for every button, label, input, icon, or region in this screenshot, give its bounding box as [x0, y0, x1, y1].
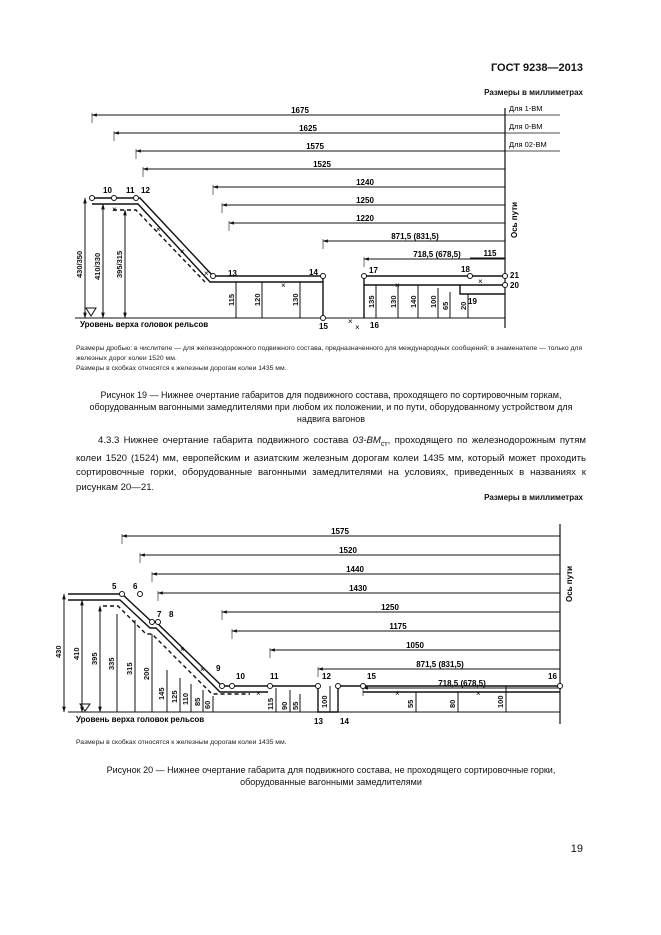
fig19-note-1: Размеры дробью: в числителе — для железнодорожного подвижного состава, предназначенного для международных сообщений; в знаменателе — только для железных дорог колеи 1520 мм.	[76, 345, 583, 362]
point-17: 17	[369, 266, 378, 275]
width-dimension-label: 718,5 (678,5)	[413, 250, 461, 259]
svg-text:×: ×	[156, 225, 161, 234]
point-8: 8	[169, 610, 174, 619]
svg-text:×: ×	[355, 323, 360, 332]
height-label: 100	[429, 295, 438, 308]
width-dimension-label: 1220	[356, 214, 374, 223]
point-20: 20	[510, 281, 519, 290]
height-label: 140	[409, 295, 418, 308]
width-dimension-label: 871,5 (831,5)	[416, 660, 464, 669]
width-dimension-label: 1050	[406, 641, 424, 650]
height-label: 55	[291, 701, 300, 710]
page-number: 19	[570, 843, 583, 855]
svg-text:×: ×	[395, 689, 400, 698]
svg-text:×: ×	[204, 269, 209, 278]
height-label: 115	[266, 697, 275, 710]
height-label: 395	[90, 652, 99, 665]
point-19: 19	[468, 297, 477, 306]
standard-header: ГОСТ 9238—2013	[490, 62, 583, 74]
height-label: 55	[406, 699, 415, 708]
point-18: 18	[461, 265, 470, 274]
axis-label: Ось пути	[565, 565, 574, 602]
width-dimension-label: 1250	[381, 603, 399, 612]
point-14: 14	[340, 717, 349, 726]
legend-1vm: Для 1-ВМ	[509, 104, 543, 113]
height-label: 145	[157, 687, 166, 700]
point-5: 5	[112, 582, 117, 591]
height-label: 85	[193, 697, 202, 706]
height-label: 65	[441, 301, 450, 310]
point-7: 7	[157, 610, 162, 619]
height-label: 410/330	[93, 252, 102, 280]
point-labels	[112, 582, 557, 726]
svg-text:×: ×	[180, 247, 185, 256]
units-note-fig19: Размеры в миллиметрах	[484, 88, 583, 97]
paragraph-prefix: 4.3.3 Нижнее очертание габарита подвижного состава	[98, 435, 353, 446]
point-11: 11	[126, 186, 135, 195]
svg-text:×: ×	[256, 689, 261, 698]
figure-19-diagram	[0, 98, 661, 338]
section-4-3-3-paragraph	[76, 434, 586, 495]
height-label: 430	[54, 645, 63, 658]
width-dimension-label: 1430	[349, 584, 367, 593]
point-markers	[120, 592, 563, 689]
svg-text:×: ×	[476, 689, 481, 698]
units-note-fig20: Размеры в миллиметрах	[484, 493, 583, 502]
height-label: 100	[320, 695, 329, 708]
paragraph-suffix: , проходящего по железнодорожным путям колеи 1520 (1524) мм, европейским и азиатским железным дорогам колеи 1435 мм, который может проходить сортировочные горки, оборудованные вагонными замедлителями на условиях, приведенных в названиях к рисункам 20—21.	[76, 435, 586, 493]
width-dimension-label: 1250	[356, 196, 374, 205]
point-14: 14	[309, 268, 318, 277]
point-16: 16	[548, 672, 557, 681]
fig19-note-2: Размеры в скобках относятся к железным дорогам колеи 1435 мм.	[76, 365, 287, 372]
height-label: 130	[291, 293, 300, 306]
width-dimension-label: 1575	[306, 142, 324, 151]
width-dimension-label: 115	[483, 249, 497, 258]
axis-label: Ось пути	[510, 201, 519, 238]
width-dimensions	[92, 106, 505, 267]
point-11: 11	[270, 672, 279, 681]
legend-02vm: Для 02-ВМ	[509, 140, 547, 149]
svg-text:×: ×	[200, 665, 205, 674]
legend-labels	[509, 104, 547, 149]
height-label: 430/350	[75, 250, 84, 278]
height-label: 130	[389, 295, 398, 308]
height-label: 125	[170, 690, 179, 703]
point-12: 12	[141, 186, 150, 195]
point-21: 21	[510, 271, 519, 280]
width-dimension-label: 1240	[356, 178, 374, 187]
point-15: 15	[367, 672, 376, 681]
point-12: 12	[322, 672, 331, 681]
point-9: 9	[216, 664, 221, 673]
svg-text:×: ×	[180, 645, 185, 654]
height-label: 100	[496, 695, 505, 708]
point-6: 6	[133, 582, 138, 591]
width-dimension-label: 1575	[331, 527, 349, 536]
point-10: 10	[236, 672, 245, 681]
height-label: 60	[203, 700, 212, 709]
point-16: 16	[370, 321, 379, 330]
point-10: 10	[103, 186, 112, 195]
height-label: 115	[227, 293, 236, 306]
width-dimension-label: 871,5 (831,5)	[391, 232, 439, 241]
height-label: 135	[367, 295, 376, 308]
svg-text:×: ×	[112, 205, 117, 214]
svg-text:×: ×	[395, 281, 400, 290]
height-label: 410	[72, 647, 81, 660]
point-13: 13	[314, 717, 323, 726]
height-label: 395/315	[115, 250, 124, 278]
paragraph-italic: 03-ВМ	[352, 435, 381, 446]
height-label: 335	[107, 657, 116, 670]
rail-level-label: Уровень верха головок рельсов	[76, 715, 205, 724]
height-label: 80	[448, 699, 457, 708]
fig20-note: Размеры в скобках относятся к железным дорогам колеи 1435 мм.	[76, 739, 287, 746]
fig20-caption: Рисунок 20 — Нижнее очертание габарита для подвижного состава, не проходящего сортировочные горки, оборудованные вагонными замедлителями	[106, 765, 556, 787]
point-15: 15	[319, 322, 328, 331]
width-dimension-label: 1675	[291, 106, 309, 115]
height-label: 90	[280, 701, 289, 710]
svg-text:×: ×	[348, 317, 353, 326]
fig19-caption: Рисунок 19 — Нижнее очертание габаритов для подвижного состава, проходящего по сортировочным горкам, оборудованным вагонными замедлителями при любом их положении, и по пути, оборудованному устройством для надвига вагонов	[89, 390, 573, 424]
svg-text:×: ×	[281, 281, 286, 290]
width-dimension-label: 1175	[389, 622, 407, 631]
width-dimensions	[122, 527, 560, 696]
paragraph-sub: ст	[380, 440, 388, 448]
height-label: 20	[459, 301, 468, 310]
legend-0vm: Для 0-ВМ	[509, 122, 543, 131]
rail-level-label: Уровень верха головок рельсов	[80, 320, 209, 329]
height-label: 110	[181, 692, 190, 705]
height-label: 315	[125, 662, 134, 675]
rail-level-triangle	[86, 308, 96, 316]
width-dimension-label: 1625	[299, 124, 317, 133]
svg-text:×: ×	[478, 277, 483, 286]
point-13: 13	[228, 269, 237, 278]
figure-20-diagram	[0, 510, 661, 730]
height-label: 120	[253, 293, 262, 306]
width-dimension-label: 1520	[339, 546, 357, 555]
width-dimension-label: 1440	[346, 565, 364, 574]
width-dimension-label: 718,5 (678,5)	[438, 679, 486, 688]
width-dimension-label: 1525	[313, 160, 331, 169]
height-label: 200	[142, 667, 151, 680]
